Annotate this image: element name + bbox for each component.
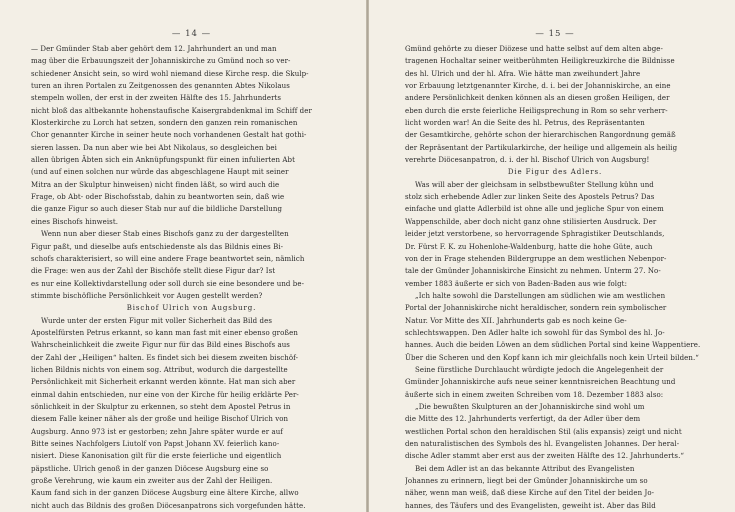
text-line: vor Erbauung letztgenannter Kirche, d. i. bei der Johanniskirche, an eine [405,82,671,91]
text-line: turen an ihren Portalen zu Zeitgenossen des genannten Abtes Nikolaus [31,82,290,91]
text-line: — Der Gmünder Stab aber gehört dem 12. Jahrhundert an und man [31,45,277,53]
text-line: Gmünder Johanniskirche aufs neue seiner kenntnisreichen Beachtung und [405,378,676,387]
text-line: Natur. Vor Mitte des XII. Jahrhunderts gab es noch keine Ge- [405,316,627,325]
section-heading: Bischof Ulrich von Augsburg. [126,304,257,313]
text-line: lichen Bildnis nichts von einem sog. Attribut, wodurch die dargestellte [31,365,288,374]
left-page [0,0,366,512]
text-line: äußerte sich in einem zweiten Schreiben vom 18. Dezember 1883 also: [405,390,664,399]
text-line: sieren lassen. Da nun aber wie bei Abt Nikolaus, so desgleichen bei [31,143,277,152]
text-line: stempeln wollen, der erst in der zweiten Hälfte des 15. Jahrhunderts [31,94,282,103]
page-number: — 14 — [171,29,212,39]
text-line: stimmte bischöfliche Persönlichkeit vor Augen gestellt werden? [31,291,263,300]
text-line: „Ich halte sowohl die Darstellungen am südlichen wie am westlichen [415,291,666,300]
text-line: tale der Gmünder Johanniskirche Einsicht zu nehmen. Unterm 27. No- [405,267,661,276]
text-line: schiedener Ansicht sein, so wird wohl niemand diese Kirche resp. die Skulp- [31,69,309,78]
text-line: westlichen Portal schon den heraldischen Stil (alis expansis) zeigt und nicht [405,427,682,436]
text-line: andere Persönlichkeit denken können als an diesen großen Heiligen, der [405,94,670,103]
right-page [369,0,735,512]
text-line: nicht auch das Bildnis des großen Diöcesanpatrons sich vorgefunden hätte. [31,501,306,510]
text-line: tragenen Hochaltar seiner weitberühmten Heiligkreuzkirche die Bildnisse [405,57,675,66]
text-line: die Frage: wen aus der Zahl der Bischöfe stellt diese Figur dar? Ist [31,267,276,276]
text-line: sönlichkeit in der Skulptur zu erkennen, so steht dem Apostel Petrus in [31,402,291,411]
text-line: leider jetzt verstorbene, so hervorragende Sphragistiker Deutschlands, [405,230,665,239]
text-line: der Zahl der „Heiligen“ halten. Es findet sich bei diesem zweiten bischöf- [31,353,299,362]
text-line: den naturalistischen des Symbols des hl. Evangelisten Johannes. Der heral- [405,440,680,448]
text-line: Klosterkirche zu Lorch hat setzen, sondern den ganzen rein romanischen [31,119,298,128]
text-line: von der in Frage stehenden Bildergruppe an dem westlichen Nebenpor- [405,254,667,263]
text-line: diesem Falle keiner näher als der große und heilige Bischof Ulrich von [31,415,289,424]
text-line: die Mitte des 12. Jahrhunderts verfertigt, da der Adler über dem [405,415,641,424]
text-line: allen übrigen Äbten sich ein Anknüpfungspunkt für einen infulierten Abt [31,156,296,165]
text-line: Kaum fand sich in der ganzen Diöcese Augsburg eine ältere Kirche, allwo [31,489,299,498]
text-line: Dr. Fürst F. K. zu Hohenlohe-Waldenburg, hatte die hohe Güte, auch [405,242,653,251]
text-line: licht worden war! An die Seite des hl. Petrus, des Repräsentanten [405,119,645,128]
text-line: Bei dem Adler ist an das bekannte Attribut des Evangelisten [415,464,635,473]
text-line: Frage, ob Abt- oder Bischofsstab, dahin zu beantworten sein, daß wie [31,193,285,202]
page-number: — 15 — [535,29,575,39]
text-line: Mitra an der Skulptur hinweisen) nicht finden läßt, so wird auch die [31,180,280,189]
text-line: hannes, des Täufers und des Evangelisten, geweiht ist. Aber das Bild [405,501,656,510]
text-line: es nur eine Kollektivdarstellung oder soll durch sie eine besondere und be- [31,279,305,288]
text-line: schlechtswappen. Den Adler halte ich sowohl für das Symbol des hl. Jo- [405,328,665,337]
text-line: der Gesamtkirche, gehörte schon der hierarchischen Rangordnung gemäß [405,131,676,140]
text-line: Persönlichkeit mit Sicherheit erkannt werden könnte. Hat man sich aber [31,378,296,387]
text-line: mag über die Erbauungszeit der Johanniskirche zu Gmünd noch so ver- [31,57,291,66]
text-line: Portal der Johanniskirche nicht heraldischer, sondern rein symbolischer [405,304,667,313]
text-line: vember 1883 äußerte er sich von Baden-Baden aus wie folgt: [405,279,628,288]
text-line: Wappenschilde, aber doch nicht ganz ohne stilisierten Ausdruck. Der [405,217,657,226]
text-line: Wenn nun aber dieser Stab eines Bischofs ganz zu der dargestellten [41,230,289,239]
text-line: Über die Scheren und den Kopf kann ich mir gleichfalls noch kein Urteil bilden.“ [405,353,699,362]
text-line: die ganze Figur so auch dieser Stab nur auf die bildliche Darstellung [31,205,283,214]
text-line: päpstliche. Ulrich genoß in der ganzen Diöcese Augsburg eine so [31,464,269,473]
text-line: Augsburg. Anno 973 ist er gestorben; zehn Jahre später wurde er auf [31,427,283,436]
text-line: Johannes zu erinnern, liegt bei der Gmünder Johanniskirche um so [405,477,648,486]
text-line: Chor genannter Kirche in seiner heute noch vorhandenen Gestalt hat gothi- [31,131,307,140]
text-line: (und auf einen solchen nur würde das abgeschlagene Haupt mit seiner [31,168,289,177]
text-line: einmal dahin entschieden, nur eine von der Kirche für heilig erklärte Per- [31,390,299,399]
text-line: Gmünd gehörte zu dieser Diözese und hatte selbst auf dem alten abge- [405,45,663,53]
page-body [405,43,705,512]
text-line: Was will aber der gleichsam in selbstbewußter Stellung kühn und [415,180,654,189]
text-line: eben durch die erste feierliche Heiligsprechung in Rom so sehr verherr- [405,106,668,115]
text-line: des hl. Ulrich und der hl. Afra. Wie hätte man zweihundert Jahre [405,69,641,78]
text-line: Wahrscheinlichkeit die zweite Figur nur für das Bild eines Bischofs aus [31,341,290,350]
text-line: verehrte Diöcesanpatron, d. i. der hl. Bischof Ulrich von Augsburg! [405,156,650,165]
text-line: hannes. Auch die beiden Löwen an dem südlichen Portal sind keine Wappentiere. [405,341,701,350]
text-line: einfache und glatte Adlerbild ist ohne alle und jegliche Spur von einem [405,205,664,214]
section-heading: Die Figur des Adlers. [507,168,603,177]
text-line: „Die bewußten Skulpturen an der Johanniskirche sind wohl um [415,402,645,411]
text-line: große Verehrung, wie kaum ein zweiter aus der Zahl der Heiligen. [31,477,273,486]
text-line: Bitte seines Nachfolgers Liutolf von Papst Johann XV. feierlich kano- [31,440,280,448]
text-line: Figur paßt, und dieselbe aufs entschiedenste als das Bildnis eines Bi- [31,242,284,251]
text-line: Wurde unter der ersten Figur mit voller Sicherheit das Bild des [41,316,272,325]
text-line: stolz sich erhebende Adler zur linken Seite des Apostels Petrus? Das [405,193,655,202]
text-line: dische Adler stammt aber erst aus der zweiten Hälfte des 12. Jahrhunderts.“ [405,452,685,461]
text-line: der Repräsentant der Partikularkirche, der heilige und allgemein als heilig [405,143,678,152]
text-line: nisiert. Diese Kanonisation gilt für die erste feierliche und eigentlich [31,452,282,461]
text-line: eines Bischofs hinweist. [31,217,119,226]
text-line: schofs charakterisiert, so will eine andere Frage beantwortet sein, nämlich [31,254,305,263]
text-line: nicht bloß das altbekannte hohenstaufische Kaisergrabdenkmal im Schiff der [31,106,312,115]
text-line: Apostelfürsten Petrus erkannt, so kann man fast mit einer ebenso großen [31,328,298,337]
text-line: Seine fürstliche Durchlaucht würdigte jedoch die Angelegenheit der [415,365,664,374]
page-body [31,43,352,512]
text-line: näher, wenn man weiß, daß diese Kirche auf den Titel der beiden Jo- [405,489,655,498]
